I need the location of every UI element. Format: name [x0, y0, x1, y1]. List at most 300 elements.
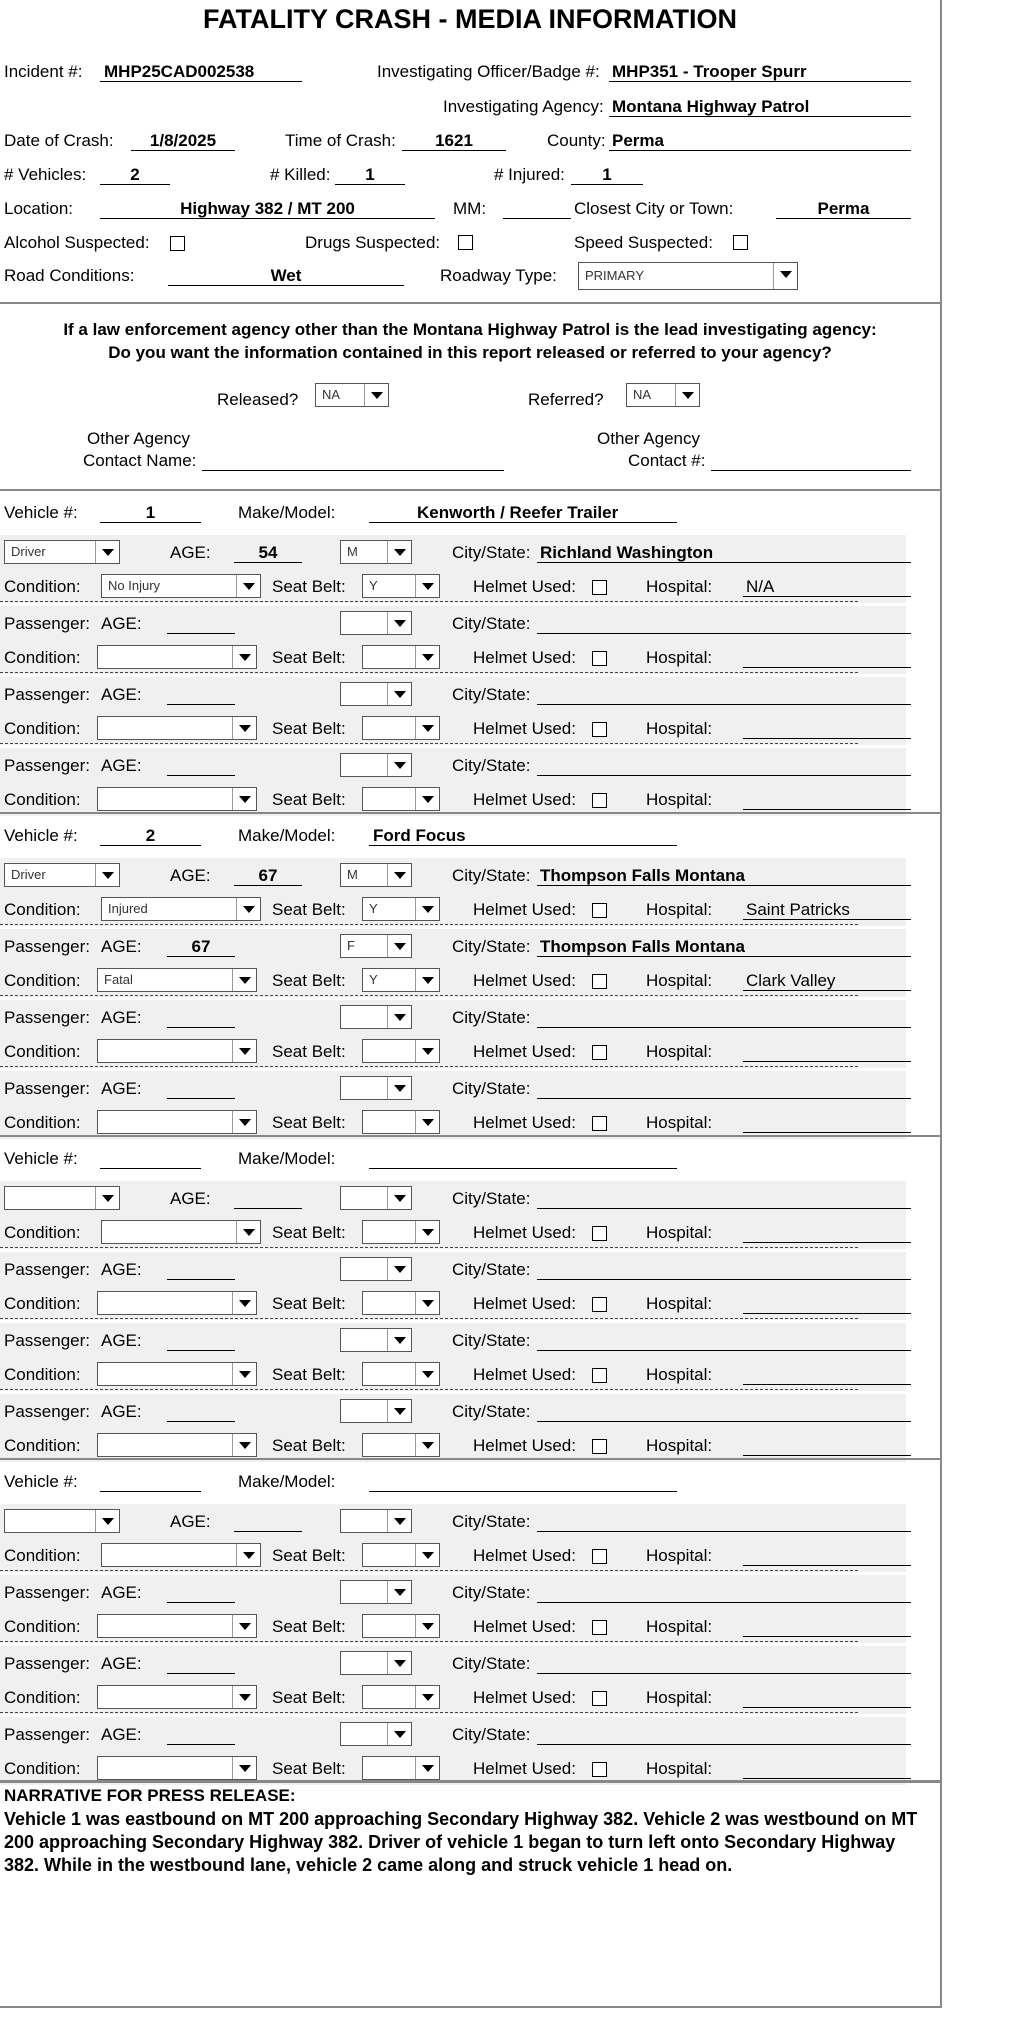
chevron-down-icon: [387, 1510, 411, 1532]
dashed-separator: [0, 924, 858, 925]
age-field[interactable]: [234, 1189, 302, 1209]
chevron-down-icon: [415, 788, 439, 810]
condition-select-value: Injured: [108, 901, 148, 916]
seat-belt-select[interactable]: [362, 1291, 440, 1315]
make-model-field[interactable]: Kenworth / Reefer Trailer: [369, 503, 677, 523]
incident-field[interactable]: MHP25CAD002538: [100, 62, 302, 82]
condition-label: Condition:: [4, 1294, 81, 1313]
sex-select[interactable]: [340, 540, 412, 564]
closest-city-label: Closest City or Town:: [574, 199, 734, 218]
seat-belt-select[interactable]: [362, 1220, 440, 1244]
condition-select[interactable]: [97, 716, 257, 740]
hospital-field[interactable]: [743, 790, 911, 810]
condition-select-value: No Injury: [108, 578, 161, 593]
dashed-separator: [0, 672, 858, 673]
drugs-checkbox[interactable]: [458, 235, 473, 250]
released-label: Released?: [217, 390, 299, 409]
contact-name-label-1: Other Agency: [87, 429, 191, 448]
vehicle-number-field[interactable]: 1: [100, 503, 201, 523]
age-field[interactable]: [167, 1654, 235, 1674]
hospital-field[interactable]: [743, 1113, 911, 1133]
hospital-field[interactable]: [743, 1436, 911, 1456]
make-model-label: Make/Model:: [238, 826, 336, 845]
condition-label: Condition:: [4, 900, 81, 919]
age-label: AGE:: [101, 1725, 142, 1744]
condition-select[interactable]: [97, 1110, 257, 1134]
city-state-field[interactable]: [537, 1189, 911, 1209]
seat-belt-label: Seat Belt:: [272, 790, 346, 809]
age-field[interactable]: [167, 1008, 235, 1028]
seat-belt-select-value: Y: [369, 578, 378, 593]
sex-select[interactable]: [340, 863, 412, 887]
vehicle-number-label: Vehicle #:: [4, 503, 78, 522]
condition-select[interactable]: [101, 1220, 261, 1244]
occupant-role-select-value: Driver: [11, 544, 46, 559]
bottom-border: [0, 2006, 942, 2008]
hospital-label: Hospital:: [646, 648, 713, 667]
condition-label: Condition:: [4, 1546, 81, 1565]
age-label: AGE:: [101, 1260, 142, 1279]
seat-belt-label: Seat Belt:: [272, 1365, 346, 1384]
chevron-down-icon: [387, 1652, 411, 1674]
chevron-down-icon: [387, 1187, 411, 1209]
vehicle-number-field[interactable]: [100, 1149, 201, 1169]
hospital-label: Hospital:: [646, 1546, 713, 1565]
sex-select[interactable]: [340, 1651, 412, 1675]
county-label: County:: [547, 131, 606, 150]
date-field[interactable]: 1/8/2025: [131, 131, 235, 151]
mm-field[interactable]: [503, 199, 571, 219]
hospital-field[interactable]: [743, 1294, 911, 1314]
passenger-label: Passenger:: [4, 614, 90, 633]
helmet-checkbox[interactable]: [592, 651, 607, 666]
contact-num-label-1: Other Agency: [597, 429, 701, 448]
chevron-down-icon: [232, 646, 256, 668]
helmet-checkbox[interactable]: [592, 722, 607, 737]
sex-select[interactable]: [340, 1399, 412, 1423]
officer-field[interactable]: MHP351 - Trooper Spurr: [609, 62, 911, 82]
seat-belt-select[interactable]: [362, 645, 440, 669]
condition-select[interactable]: [101, 1543, 261, 1567]
city-state-field[interactable]: [537, 1331, 911, 1351]
age-field[interactable]: 54: [234, 543, 302, 563]
hospital-label: Hospital:: [646, 1617, 713, 1636]
time-field[interactable]: 1621: [402, 131, 506, 151]
sex-select[interactable]: [340, 1580, 412, 1604]
condition-label: Condition:: [4, 1617, 81, 1636]
referred-select[interactable]: [626, 383, 700, 407]
speed-checkbox[interactable]: [733, 235, 748, 250]
city-state-label: City/State:: [452, 685, 531, 704]
condition-select[interactable]: [97, 968, 257, 992]
helmet-checkbox[interactable]: [592, 1368, 607, 1383]
chevron-down-icon: [415, 969, 439, 991]
helmet-label: Helmet Used:: [473, 1223, 576, 1242]
section-divider: [0, 302, 942, 304]
chevron-down-icon: [232, 1434, 256, 1456]
age-field[interactable]: [167, 1331, 235, 1351]
date-label: Date of Crash:: [4, 131, 114, 150]
seat-belt-select[interactable]: [362, 1362, 440, 1386]
condition-label: Condition:: [4, 1365, 81, 1384]
dashed-separator: [0, 1389, 858, 1390]
chevron-down-icon: [415, 1363, 439, 1385]
passenger-label: Passenger:: [4, 685, 90, 704]
age-field[interactable]: [167, 1079, 235, 1099]
seat-belt-select[interactable]: [362, 1756, 440, 1780]
condition-select-value: Fatal: [104, 972, 133, 987]
helmet-label: Helmet Used:: [473, 1294, 576, 1313]
mm-label: MM:: [453, 199, 487, 218]
city-state-label: City/State:: [452, 1260, 531, 1279]
seat-belt-select[interactable]: [362, 897, 440, 921]
helmet-label: Helmet Used:: [473, 1759, 576, 1778]
city-state-label: City/State:: [452, 543, 531, 562]
city-state-label: City/State:: [452, 1008, 531, 1027]
county-field[interactable]: Perma: [609, 131, 911, 151]
helmet-checkbox[interactable]: [592, 1549, 607, 1564]
vehicle-number-field[interactable]: [100, 1472, 201, 1492]
helmet-checkbox[interactable]: [592, 1297, 607, 1312]
city-state-field[interactable]: [537, 1008, 911, 1028]
seat-belt-select[interactable]: [362, 1039, 440, 1063]
road-conditions-label: Road Conditions:: [4, 266, 135, 285]
chevron-down-icon: [232, 717, 256, 739]
condition-select[interactable]: [97, 787, 257, 811]
city-state-field[interactable]: [537, 756, 911, 776]
roadway-type-select[interactable]: [578, 262, 798, 290]
sex-select[interactable]: [340, 1186, 412, 1210]
incident-label: Incident #:: [4, 62, 83, 81]
helmet-checkbox[interactable]: [592, 1762, 607, 1777]
chevron-down-icon: [387, 864, 411, 886]
hospital-field[interactable]: Saint Patricks: [743, 900, 911, 920]
seat-belt-select[interactable]: [362, 574, 440, 598]
age-label: AGE:: [101, 1331, 142, 1350]
age-label: AGE:: [101, 1583, 142, 1602]
seat-belt-select[interactable]: [362, 787, 440, 811]
dashed-separator: [0, 1066, 858, 1067]
chevron-down-icon: [387, 1400, 411, 1422]
hospital-field[interactable]: [743, 1042, 911, 1062]
city-state-label: City/State:: [452, 1725, 531, 1744]
hospital-field[interactable]: [743, 1546, 911, 1566]
chevron-down-icon: [236, 575, 260, 597]
condition-select[interactable]: [97, 1685, 257, 1709]
helmet-label: Helmet Used:: [473, 1113, 576, 1132]
passenger-label: Passenger:: [4, 756, 90, 775]
chevron-down-icon: [236, 1544, 260, 1566]
helmet-checkbox[interactable]: [592, 1116, 607, 1131]
age-field[interactable]: 67: [167, 937, 235, 957]
released-value: NA: [322, 387, 341, 402]
hospital-label: Hospital:: [646, 719, 713, 738]
seat-belt-select[interactable]: [362, 1614, 440, 1638]
seat-belt-label: Seat Belt:: [272, 1436, 346, 1455]
passenger-label: Passenger:: [4, 1583, 90, 1602]
helmet-checkbox[interactable]: [592, 974, 607, 989]
city-state-label: City/State:: [452, 866, 531, 885]
city-state-field[interactable]: [537, 1260, 911, 1280]
vehicle-divider: [0, 1135, 942, 1137]
hospital-field[interactable]: [743, 1617, 911, 1637]
age-label: AGE:: [101, 1654, 142, 1673]
chevron-down-icon: [415, 898, 439, 920]
chevron-down-icon: [415, 1040, 439, 1062]
condition-select[interactable]: [101, 574, 261, 598]
make-model-label: Make/Model:: [238, 1149, 336, 1168]
passenger-label: Passenger:: [4, 1654, 90, 1673]
chevron-down-icon: [415, 1544, 439, 1566]
officer-label: Investigating Officer/Badge #:: [377, 62, 600, 81]
seat-belt-label: Seat Belt:: [272, 1294, 346, 1313]
seat-belt-label: Seat Belt:: [272, 1113, 346, 1132]
condition-select[interactable]: [97, 645, 257, 669]
hospital-field[interactable]: [743, 1688, 911, 1708]
age-field[interactable]: [167, 1260, 235, 1280]
sex-select[interactable]: [340, 1257, 412, 1281]
chevron-down-icon: [236, 1221, 260, 1243]
condition-select[interactable]: [97, 1291, 257, 1315]
helmet-checkbox[interactable]: [592, 580, 607, 595]
helmet-label: Helmet Used:: [473, 1617, 576, 1636]
agency-question-line1: If a law enforcement agency other than the Montana Highway Patrol is the lead investigating agency:: [63, 320, 877, 339]
helmet-label: Helmet Used:: [473, 900, 576, 919]
chevron-down-icon: [387, 935, 411, 957]
helmet-checkbox[interactable]: [592, 1439, 607, 1454]
seat-belt-label: Seat Belt:: [272, 1759, 346, 1778]
condition-select[interactable]: [97, 1614, 257, 1638]
hospital-field[interactable]: [743, 648, 911, 668]
hospital-field[interactable]: [743, 719, 911, 739]
passenger-label: Passenger:: [4, 1725, 90, 1744]
chevron-down-icon: [773, 263, 797, 289]
killed-field[interactable]: 1: [335, 165, 405, 185]
make-model-field[interactable]: Ford Focus: [369, 826, 677, 846]
age-label: AGE:: [170, 1189, 211, 1208]
passenger-label: Passenger:: [4, 1402, 90, 1421]
condition-label: Condition:: [4, 648, 81, 667]
chevron-down-icon: [415, 1757, 439, 1779]
speed-label: Speed Suspected:: [574, 233, 713, 252]
location-field[interactable]: Highway 382 / MT 200: [100, 199, 435, 219]
hospital-field[interactable]: [743, 1223, 911, 1243]
agency-label: Investigating Agency:: [443, 97, 604, 116]
helmet-checkbox[interactable]: [592, 1226, 607, 1241]
chevron-down-icon: [387, 541, 411, 563]
occupant-role-select[interactable]: [4, 540, 120, 564]
condition-label: Condition:: [4, 1223, 81, 1242]
age-field[interactable]: [167, 1402, 235, 1422]
age-label: AGE:: [170, 543, 211, 562]
city-state-field[interactable]: [537, 614, 911, 634]
chevron-down-icon: [387, 1077, 411, 1099]
chevron-down-icon: [415, 1615, 439, 1637]
released-select[interactable]: [315, 383, 389, 407]
seat-belt-select[interactable]: [362, 1433, 440, 1457]
city-state-field[interactable]: Richland Washington: [537, 543, 911, 563]
sex-select[interactable]: [340, 1509, 412, 1533]
chevron-down-icon: [415, 646, 439, 668]
age-field[interactable]: [167, 685, 235, 705]
condition-label: Condition:: [4, 1042, 81, 1061]
contact-name-label-2: Contact Name:: [83, 451, 197, 470]
vehicle-divider: [0, 812, 942, 814]
city-state-label: City/State:: [452, 614, 531, 633]
hospital-label: Hospital:: [646, 1113, 713, 1132]
city-state-field[interactable]: [537, 1725, 911, 1745]
city-state-field[interactable]: [537, 1402, 911, 1422]
seat-belt-select[interactable]: [362, 716, 440, 740]
narrative-text: Vehicle 1 was eastbound on MT 200 approaching Secondary Highway 382. Vehicle 2 was westbound on MT 200 approaching Secondary Highway 382. Driver of vehicle 1 began to turn left onto Secondary Highway 382. While in the westbound lane, vehicle 2 came along and struck vehicle 1 head on.: [4, 1809, 918, 1875]
seat-belt-select[interactable]: [362, 1543, 440, 1567]
hospital-field[interactable]: N/A: [743, 577, 911, 597]
city-state-label: City/State:: [452, 1654, 531, 1673]
contact-name-field[interactable]: [202, 451, 504, 471]
sex-select[interactable]: [340, 1005, 412, 1029]
city-state-label: City/State:: [452, 1512, 531, 1531]
chevron-down-icon: [415, 575, 439, 597]
injured-field[interactable]: 1: [571, 165, 643, 185]
passenger-label: Passenger:: [4, 1008, 90, 1027]
sex-select[interactable]: [340, 682, 412, 706]
age-label: AGE:: [101, 1079, 142, 1098]
seat-belt-select[interactable]: [362, 1685, 440, 1709]
age-field[interactable]: 67: [234, 866, 302, 886]
condition-label: Condition:: [4, 1436, 81, 1455]
seat-belt-select[interactable]: [362, 968, 440, 992]
chevron-down-icon: [236, 898, 260, 920]
helmet-label: Helmet Used:: [473, 577, 576, 596]
killed-label: # Killed:: [270, 165, 331, 184]
hospital-field[interactable]: [743, 1365, 911, 1385]
page-title: FATALITY CRASH - MEDIA INFORMATION: [203, 4, 737, 34]
make-model-field[interactable]: [369, 1149, 677, 1169]
seat-belt-select[interactable]: [362, 1110, 440, 1134]
age-field[interactable]: [167, 614, 235, 634]
contact-num-label-2: Contact #:: [628, 451, 706, 470]
roadway-type-value: PRIMARY: [585, 268, 644, 283]
seat-belt-label: Seat Belt:: [272, 1546, 346, 1565]
occupant-role-select[interactable]: [4, 863, 120, 887]
hospital-field[interactable]: [743, 1759, 911, 1779]
seat-belt-label: Seat Belt:: [272, 900, 346, 919]
helmet-checkbox[interactable]: [592, 793, 607, 808]
helmet-checkbox[interactable]: [592, 903, 607, 918]
dashed-separator: [0, 1247, 858, 1248]
helmet-checkbox[interactable]: [592, 1620, 607, 1635]
chevron-down-icon: [232, 969, 256, 991]
location-label: Location:: [4, 199, 73, 218]
age-field[interactable]: [167, 1583, 235, 1603]
passenger-label: Passenger:: [4, 1331, 90, 1350]
hospital-label: Hospital:: [646, 577, 713, 596]
hospital-field[interactable]: Clark Valley: [743, 971, 911, 991]
chevron-down-icon: [232, 1292, 256, 1314]
seat-belt-label: Seat Belt:: [272, 1042, 346, 1061]
chevron-down-icon: [387, 754, 411, 776]
sex-select[interactable]: [340, 753, 412, 777]
vehicle-number-label: Vehicle #:: [4, 1472, 78, 1491]
chevron-down-icon: [95, 1187, 119, 1209]
sex-select[interactable]: [340, 934, 412, 958]
sex-select[interactable]: [340, 611, 412, 635]
condition-select[interactable]: [101, 897, 261, 921]
vehicle-number-field[interactable]: 2: [100, 826, 201, 846]
chevron-down-icon: [387, 612, 411, 634]
age-label: AGE:: [101, 1008, 142, 1027]
chevron-down-icon: [387, 1581, 411, 1603]
condition-label: Condition:: [4, 790, 81, 809]
alcohol-checkbox[interactable]: [170, 236, 185, 251]
chevron-down-icon: [364, 384, 388, 406]
vehicle-divider: [0, 1458, 942, 1460]
condition-label: Condition:: [4, 1759, 81, 1778]
contact-num-field[interactable]: [711, 451, 911, 471]
chevron-down-icon: [232, 1686, 256, 1708]
sex-select-value: M: [347, 867, 358, 882]
sex-select[interactable]: [340, 1722, 412, 1746]
city-state-field[interactable]: Thompson Falls Montana: [537, 866, 911, 886]
seat-belt-label: Seat Belt:: [272, 971, 346, 990]
vehicles-count-field[interactable]: 2: [100, 165, 170, 185]
road-conditions-field[interactable]: Wet: [168, 266, 404, 286]
age-field[interactable]: [167, 756, 235, 776]
closest-city-field[interactable]: Perma: [776, 199, 911, 219]
city-state-field[interactable]: [537, 1583, 911, 1603]
time-label: Time of Crash:: [285, 131, 396, 150]
city-state-field[interactable]: [537, 1512, 911, 1532]
dashed-separator: [0, 1318, 858, 1319]
condition-label: Condition:: [4, 1113, 81, 1132]
occupant-role-select[interactable]: [4, 1509, 120, 1533]
age-label: AGE:: [101, 614, 142, 633]
hospital-label: Hospital:: [646, 900, 713, 919]
age-field[interactable]: [234, 1512, 302, 1532]
occupant-role-select-value: Driver: [11, 867, 46, 882]
hospital-label: Hospital:: [646, 1759, 713, 1778]
age-field[interactable]: [167, 1725, 235, 1745]
chevron-down-icon: [415, 1686, 439, 1708]
section-divider: [0, 1780, 942, 1782]
chevron-down-icon: [232, 1111, 256, 1133]
hospital-label: Hospital:: [646, 790, 713, 809]
agency-field[interactable]: Montana Highway Patrol: [609, 97, 911, 117]
helmet-checkbox[interactable]: [592, 1691, 607, 1706]
helmet-checkbox[interactable]: [592, 1045, 607, 1060]
condition-select[interactable]: [97, 1433, 257, 1457]
sex-select[interactable]: [340, 1076, 412, 1100]
occupant-role-select[interactable]: [4, 1186, 120, 1210]
city-state-label: City/State:: [452, 1402, 531, 1421]
sex-select[interactable]: [340, 1328, 412, 1352]
condition-select[interactable]: [97, 1362, 257, 1386]
city-state-field[interactable]: [537, 685, 911, 705]
vehicle-number-label: Vehicle #:: [4, 1149, 78, 1168]
chevron-down-icon: [387, 1723, 411, 1745]
city-state-field[interactable]: [537, 1654, 911, 1674]
helmet-label: Helmet Used:: [473, 1042, 576, 1061]
chevron-down-icon: [232, 788, 256, 810]
helmet-label: Helmet Used:: [473, 1436, 576, 1455]
chevron-down-icon: [232, 1615, 256, 1637]
city-state-field[interactable]: [537, 1079, 911, 1099]
condition-select[interactable]: [97, 1756, 257, 1780]
condition-select[interactable]: [97, 1039, 257, 1063]
city-state-field[interactable]: Thompson Falls Montana: [537, 937, 911, 957]
make-model-field[interactable]: [369, 1472, 677, 1492]
city-state-label: City/State:: [452, 756, 531, 775]
